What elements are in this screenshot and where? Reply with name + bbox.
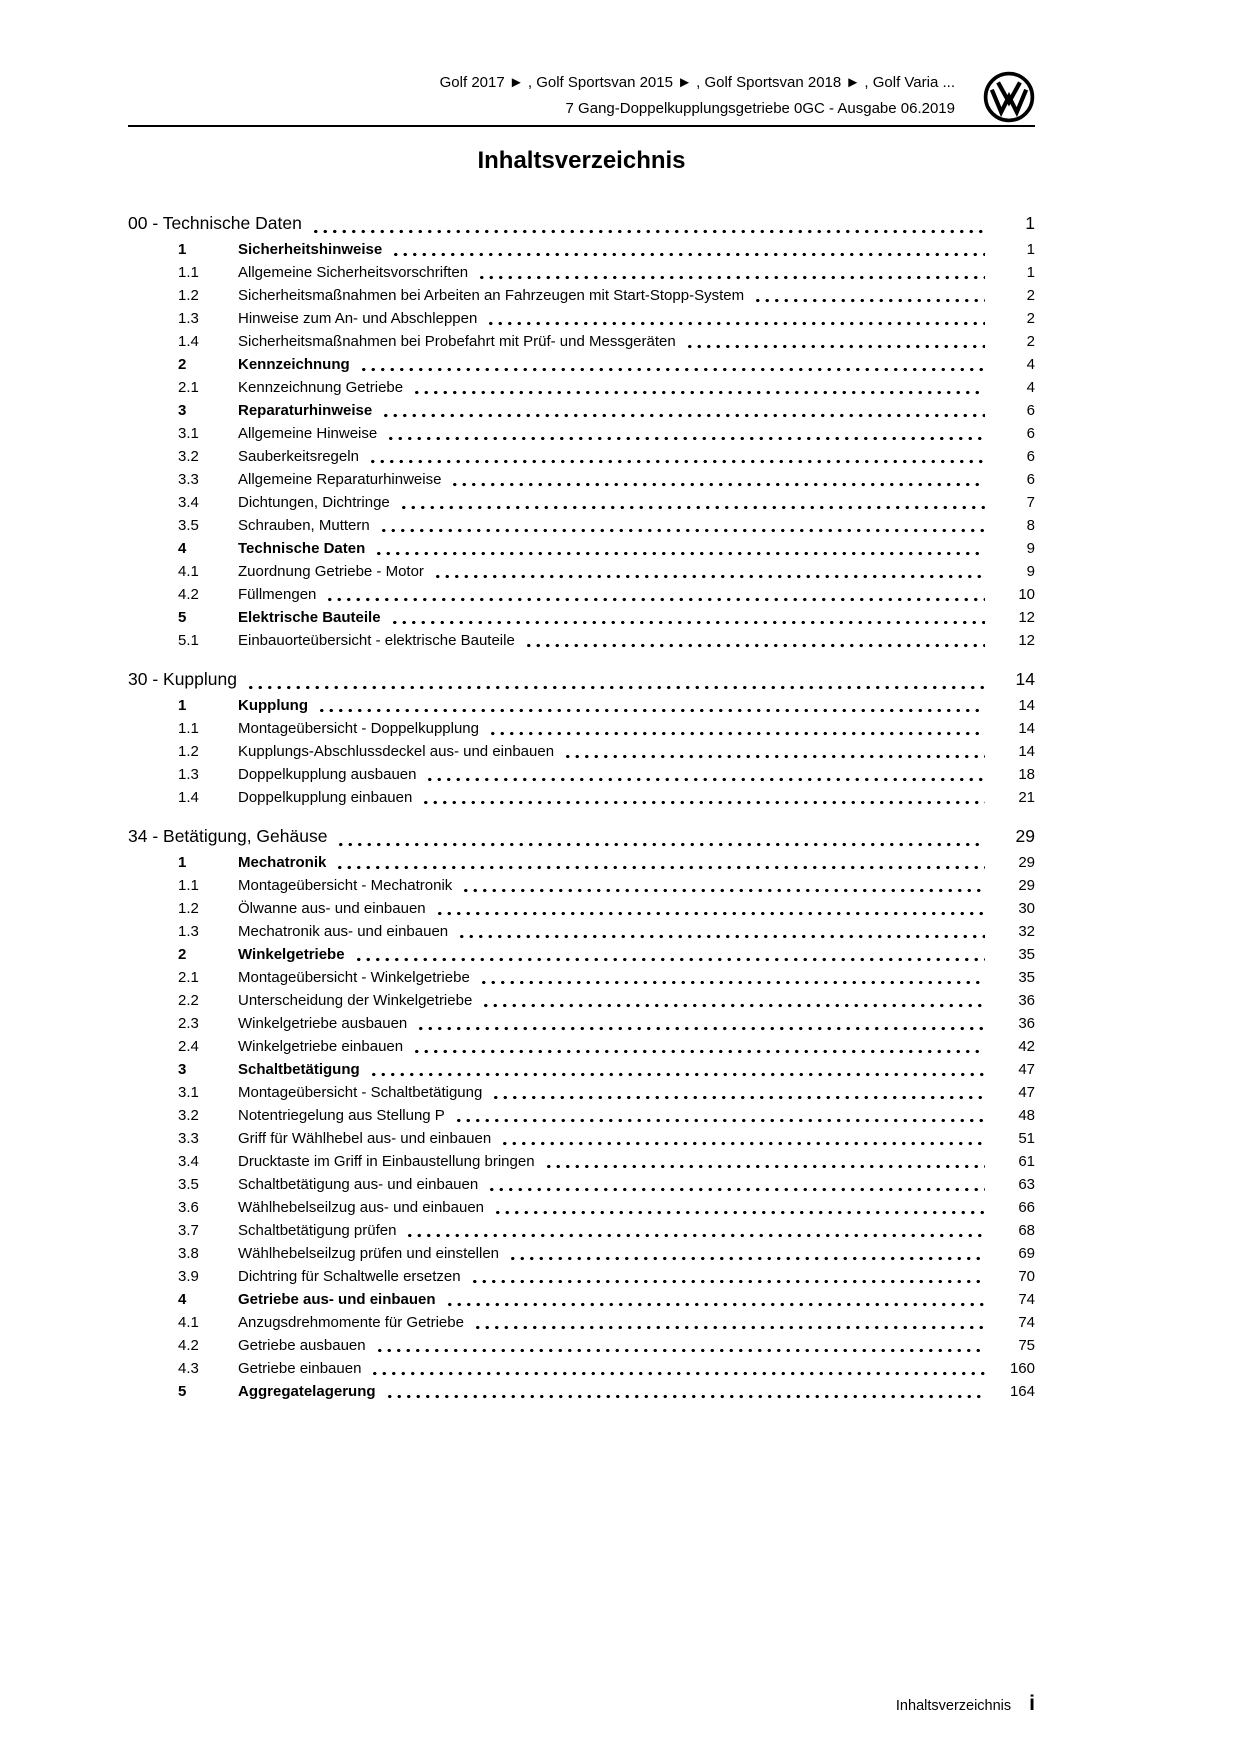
toc-entry-number: 3.4 bbox=[178, 493, 199, 511]
toc-entry bbox=[128, 261, 1035, 284]
toc-entry-page: 12 bbox=[1018, 608, 1035, 626]
page-content bbox=[128, 0, 1035, 1403]
toc-entry-page: 7 bbox=[1026, 493, 1035, 511]
toc-entry bbox=[128, 1242, 1035, 1265]
toc-entry bbox=[128, 1012, 1035, 1035]
toc-entry bbox=[128, 1104, 1035, 1127]
toc-entry-page: 2 bbox=[1026, 309, 1035, 327]
toc-leader-dots bbox=[379, 528, 985, 533]
toc-entry bbox=[128, 874, 1035, 897]
toc-entry-number: 1.4 bbox=[178, 788, 199, 806]
toc-entry bbox=[128, 422, 1035, 445]
toc-entry-label: Dichtring für Schaltwelle ersetzen bbox=[238, 1267, 461, 1285]
toc-leader-dots bbox=[354, 957, 985, 962]
toc-leader-dots bbox=[311, 229, 985, 234]
toc-entry-number: 3.6 bbox=[178, 1198, 199, 1216]
toc-leader-dots bbox=[488, 731, 985, 736]
toc-entry-number: 4 bbox=[178, 539, 187, 557]
toc-leader-dots bbox=[500, 1141, 985, 1146]
toc-entry-label: Kennzeichnung Getriebe bbox=[238, 378, 404, 396]
toc-entry-label: Getriebe einbauen bbox=[238, 1359, 362, 1377]
toc-entry bbox=[128, 284, 1035, 307]
toc-entry-number: 1.1 bbox=[178, 876, 199, 894]
toc-entry-page: 63 bbox=[1018, 1175, 1035, 1193]
page-title: Inhaltsverzeichnis bbox=[477, 146, 686, 174]
toc-entry-page: 6 bbox=[1026, 424, 1035, 442]
toc-entry bbox=[128, 1173, 1035, 1196]
toc-entry-page: 160 bbox=[1009, 1359, 1035, 1377]
toc-leader-dots bbox=[368, 459, 985, 464]
toc-entry-number: 1.3 bbox=[178, 765, 199, 783]
toc-leader-dots bbox=[435, 911, 985, 916]
toc-leader-dots bbox=[477, 275, 985, 280]
toc-leader-dots bbox=[433, 574, 985, 579]
toc-entry bbox=[128, 238, 1035, 261]
toc-entry-number: 4.2 bbox=[178, 585, 199, 603]
toc-leader-dots bbox=[450, 482, 985, 487]
toc-entry bbox=[128, 1380, 1035, 1403]
toc-entry-number: 2.4 bbox=[178, 1037, 199, 1055]
header-subtitle-line: 7 Gang-Doppelkupplungsgetriebe 0GC - Ausgabe 06.2019 bbox=[565, 99, 955, 117]
toc-entry-number: 3.5 bbox=[178, 1175, 199, 1193]
toc-leader-dots bbox=[470, 1279, 985, 1284]
toc-entry-label: Allgemeine Hinweise bbox=[238, 424, 378, 442]
toc-entry-page: 8 bbox=[1026, 516, 1035, 534]
toc-entry-page: 14 bbox=[1018, 719, 1035, 737]
toc-entry-number: 1.2 bbox=[178, 899, 199, 917]
toc-entry bbox=[128, 606, 1035, 629]
toc-entry bbox=[128, 763, 1035, 786]
toc-entry-page: 69 bbox=[1018, 1244, 1035, 1262]
toc-entry bbox=[128, 491, 1035, 514]
toc-entry-label: Doppelkupplung ausbauen bbox=[238, 765, 417, 783]
toc-entry-number: 1.2 bbox=[178, 286, 199, 304]
toc-entry-number: 1.3 bbox=[178, 309, 199, 327]
toc-entry bbox=[128, 468, 1035, 491]
toc-entry bbox=[128, 665, 1035, 694]
toc-entry-page: 47 bbox=[1018, 1083, 1035, 1101]
toc-entry-number: 3.9 bbox=[178, 1267, 199, 1285]
toc-entry-label: Sauberkeitsregeln bbox=[238, 447, 359, 465]
toc-entry-page: 30 bbox=[1018, 899, 1035, 917]
toc-entry-number: 1.1 bbox=[178, 719, 199, 737]
toc-entry bbox=[128, 1127, 1035, 1150]
toc-entry-number: 3.3 bbox=[178, 1129, 199, 1147]
toc-entry-label: Drucktaste im Griff in Einbaustellung bringen bbox=[238, 1152, 535, 1170]
toc-entry-label: Kupplung bbox=[238, 696, 308, 714]
toc-entry bbox=[128, 514, 1035, 537]
toc-entry-label: Montageübersicht - Schaltbetätigung bbox=[238, 1083, 483, 1101]
toc-leader-dots bbox=[336, 842, 985, 847]
toc-entry-label: Montageübersicht - Doppelkupplung bbox=[238, 719, 479, 737]
footer-label: Inhaltsverzeichnis bbox=[895, 1698, 1012, 1714]
toc-entry-label: Unterscheidung der Winkelgetriebe bbox=[238, 991, 473, 1009]
toc-entry-label: 00 - Technische Daten bbox=[128, 212, 302, 233]
toc-entry-page: 21 bbox=[1018, 788, 1035, 806]
footer-page-number: i bbox=[1029, 1692, 1035, 1715]
toc-entry-number: 1.1 bbox=[178, 263, 199, 281]
toc-entry-number: 3.8 bbox=[178, 1244, 199, 1262]
toc-entry-number: 1.4 bbox=[178, 332, 199, 350]
toc-entry-page: 18 bbox=[1018, 765, 1035, 783]
toc-leader-dots bbox=[405, 1233, 985, 1238]
toc-entry-page: 29 bbox=[1015, 825, 1035, 846]
toc-entry-number: 4.2 bbox=[178, 1336, 199, 1354]
toc-entry-number: 2 bbox=[178, 355, 187, 373]
toc-entry bbox=[128, 1035, 1035, 1058]
toc-leader-dots bbox=[412, 390, 985, 395]
toc-leader-dots bbox=[369, 1072, 985, 1077]
toc-entry bbox=[128, 897, 1035, 920]
toc-entry-page: 1 bbox=[1026, 240, 1035, 258]
toc-entry-label: Aggregatelagerung bbox=[238, 1382, 376, 1400]
toc-leader-dots bbox=[385, 1394, 985, 1399]
toc-entry bbox=[128, 786, 1035, 809]
toc-entry-page: 66 bbox=[1018, 1198, 1035, 1216]
toc-entry bbox=[128, 1081, 1035, 1104]
toc-entry-page: 2 bbox=[1026, 332, 1035, 350]
toc-entry bbox=[128, 376, 1035, 399]
toc-entry-label: Winkelgetriebe bbox=[238, 945, 345, 963]
toc-entry-number: 1 bbox=[178, 240, 187, 258]
toc-leader-dots bbox=[563, 754, 985, 759]
toc-leader-dots bbox=[416, 1026, 985, 1031]
toc-entry-label: Dichtungen, Dichtringe bbox=[238, 493, 390, 511]
toc-entry-label: Doppelkupplung einbauen bbox=[238, 788, 413, 806]
toc-entry-number: 1 bbox=[178, 853, 187, 871]
toc-entry-label: Elektrische Bauteile bbox=[238, 608, 381, 626]
toc-leader-dots bbox=[473, 1325, 985, 1330]
toc-leader-dots bbox=[370, 1371, 985, 1376]
toc-entry-label: Schaltbetätigung aus- und einbauen bbox=[238, 1175, 479, 1193]
toc-leader-dots bbox=[359, 367, 985, 372]
toc-entry-label: Schaltbetätigung prüfen bbox=[238, 1221, 397, 1239]
toc-entry-label: Sicherheitsmaßnahmen bei Probefahrt mit Prüf- und Messgeräten bbox=[238, 332, 676, 350]
vw-logo-icon bbox=[983, 71, 1035, 123]
toc-entry-page: 1 bbox=[1026, 263, 1035, 281]
toc-leader-dots bbox=[486, 321, 985, 326]
toc-entry-label: Anzugsdrehmomente für Getriebe bbox=[238, 1313, 464, 1331]
toc-entry-page: 2 bbox=[1026, 286, 1035, 304]
toc-leader-dots bbox=[445, 1302, 985, 1307]
toc-leader-dots bbox=[421, 800, 985, 805]
toc-entry-label: 34 - Betätigung, Gehäuse bbox=[128, 825, 328, 846]
toc-entry-page: 35 bbox=[1018, 945, 1035, 963]
toc-entry bbox=[128, 307, 1035, 330]
toc-entry-label: Füllmengen bbox=[238, 585, 317, 603]
toc-entry-page: 6 bbox=[1026, 470, 1035, 488]
toc-entry bbox=[128, 943, 1035, 966]
toc-entry-number: 1.2 bbox=[178, 742, 199, 760]
toc-entry-label: Allgemeine Reparaturhinweise bbox=[238, 470, 442, 488]
toc-entry-label: Griff für Wählhebel aus- und einbauen bbox=[238, 1129, 492, 1147]
toc-leader-dots bbox=[335, 865, 985, 870]
toc-entry-page: 6 bbox=[1026, 447, 1035, 465]
toc-entry bbox=[128, 740, 1035, 763]
toc-entry-page: 68 bbox=[1018, 1221, 1035, 1239]
toc-entry bbox=[128, 1357, 1035, 1380]
toc-entry bbox=[128, 989, 1035, 1012]
toc-entry bbox=[128, 694, 1035, 717]
toc-entry-number: 1 bbox=[178, 696, 187, 714]
toc-entry-page: 32 bbox=[1018, 922, 1035, 940]
toc-leader-dots bbox=[479, 980, 985, 985]
toc-entry-number: 3 bbox=[178, 1060, 187, 1078]
toc-entry-number: 2.1 bbox=[178, 378, 199, 396]
toc-entry-number: 2.3 bbox=[178, 1014, 199, 1032]
toc-entry-label: Getriebe ausbauen bbox=[238, 1336, 366, 1354]
toc-leader-dots bbox=[374, 551, 985, 556]
toc-leader-dots bbox=[493, 1210, 985, 1215]
toc-leader-dots bbox=[544, 1164, 985, 1169]
toc-entry-label: Kupplungs-Abschlussdeckel aus- und einbauen bbox=[238, 742, 555, 760]
toc-entry bbox=[128, 966, 1035, 989]
toc-entry-label: Reparaturhinweise bbox=[238, 401, 373, 419]
toc-entry-number: 2.2 bbox=[178, 991, 199, 1009]
toc-leader-dots bbox=[412, 1049, 985, 1054]
toc-entry-page: 1 bbox=[1025, 212, 1035, 233]
toc-entry-page: 6 bbox=[1026, 401, 1035, 419]
toc-entry-label: Schrauben, Muttern bbox=[238, 516, 370, 534]
toc-entry-label: Kennzeichnung bbox=[238, 355, 350, 373]
toc-entry bbox=[128, 1288, 1035, 1311]
toc-leader-dots bbox=[508, 1256, 985, 1261]
toc-entry-label: Ölwanne aus- und einbauen bbox=[238, 899, 426, 917]
toc-leader-dots bbox=[481, 1003, 985, 1008]
toc-entry-page: 48 bbox=[1018, 1106, 1035, 1124]
toc-leader-dots bbox=[685, 344, 985, 349]
toc-leader-dots bbox=[399, 505, 985, 510]
toc-entry-label: Technische Daten bbox=[238, 539, 366, 557]
toc-entry-number: 3.5 bbox=[178, 516, 199, 534]
toc-entry-number: 4.3 bbox=[178, 1359, 199, 1377]
toc-leader-dots bbox=[386, 436, 985, 441]
toc-entry-label: 30 - Kupplung bbox=[128, 668, 237, 689]
toc-entry bbox=[128, 822, 1035, 851]
toc-entry-page: 35 bbox=[1018, 968, 1035, 986]
toc-leader-dots bbox=[753, 298, 985, 303]
toc-entry bbox=[128, 583, 1035, 606]
toc-entry bbox=[128, 1196, 1035, 1219]
toc-entry bbox=[128, 1334, 1035, 1357]
toc-entry bbox=[128, 1150, 1035, 1173]
toc-entry-page: 9 bbox=[1026, 539, 1035, 557]
toc-entry bbox=[128, 851, 1035, 874]
toc-entry bbox=[128, 1219, 1035, 1242]
toc-entry-label: Schaltbetätigung bbox=[238, 1060, 360, 1078]
toc-entry-page: 14 bbox=[1018, 696, 1035, 714]
toc-entry-page: 75 bbox=[1018, 1336, 1035, 1354]
toc-entry-number: 4.1 bbox=[178, 1313, 199, 1331]
toc-entry-label: Getriebe aus- und einbauen bbox=[238, 1290, 436, 1308]
page-footer bbox=[896, 1692, 1035, 1716]
toc-entry-label: Sicherheitsmaßnahmen bei Arbeiten an Fahrzeugen mit Start-Stopp-System bbox=[238, 286, 745, 304]
toc-entry bbox=[128, 717, 1035, 740]
toc-entry-page: 4 bbox=[1026, 378, 1035, 396]
toc-entry-number: 5 bbox=[178, 1382, 187, 1400]
toc-entry-number: 4 bbox=[178, 1290, 187, 1308]
toc-entry-number: 5 bbox=[178, 608, 187, 626]
toc-leader-dots bbox=[317, 708, 985, 713]
toc-leader-dots bbox=[381, 413, 985, 418]
toc-entry-number: 2 bbox=[178, 945, 187, 963]
toc-leader-dots bbox=[425, 777, 985, 782]
toc-leader-dots bbox=[524, 643, 985, 648]
toc-leader-dots bbox=[390, 620, 985, 625]
toc-entry-label: Winkelgetriebe ausbauen bbox=[238, 1014, 408, 1032]
toc-entry bbox=[128, 920, 1035, 943]
toc-entry-number: 5.1 bbox=[178, 631, 199, 649]
toc-leader-dots bbox=[454, 1118, 985, 1123]
toc-entry bbox=[128, 1058, 1035, 1081]
toc-entry-label: Zuordnung Getriebe - Motor bbox=[238, 562, 424, 580]
toc-entry bbox=[128, 560, 1035, 583]
toc-entry-number: 3.2 bbox=[178, 447, 199, 465]
toc-entry-page: 10 bbox=[1018, 585, 1035, 603]
toc-entry-number: 3.7 bbox=[178, 1221, 199, 1239]
toc-entry-page: 14 bbox=[1015, 668, 1035, 689]
toc-entry-page: 47 bbox=[1018, 1060, 1035, 1078]
table-of-contents bbox=[128, 209, 1035, 1403]
toc-entry-page: 42 bbox=[1018, 1037, 1035, 1055]
toc-entry-number: 2.1 bbox=[178, 968, 199, 986]
toc-entry bbox=[128, 1265, 1035, 1288]
toc-entry-page: 74 bbox=[1018, 1290, 1035, 1308]
toc-entry-page: 29 bbox=[1018, 853, 1035, 871]
toc-entry-page: 36 bbox=[1018, 991, 1035, 1009]
toc-entry-label: Mechatronik bbox=[238, 853, 327, 871]
toc-entry-number: 3.1 bbox=[178, 424, 199, 442]
toc-entry-page: 29 bbox=[1018, 876, 1035, 894]
toc-leader-dots bbox=[487, 1187, 985, 1192]
toc-leader-dots bbox=[246, 685, 985, 690]
toc-entry-page: 12 bbox=[1018, 631, 1035, 649]
toc-entry bbox=[128, 445, 1035, 468]
toc-entry-label: Winkelgetriebe einbauen bbox=[238, 1037, 404, 1055]
toc-entry-label: Mechatronik aus- und einbauen bbox=[238, 922, 449, 940]
toc-entry-number: 3.3 bbox=[178, 470, 199, 488]
toc-entry-label: Notentriegelung aus Stellung P bbox=[238, 1106, 445, 1124]
toc-entry-label: Montageübersicht - Winkelgetriebe bbox=[238, 968, 470, 986]
header-models-line: Golf 2017 ► , Golf Sportsvan 2015 ► , Golf Sportsvan 2018 ► , Golf Varia ... bbox=[439, 74, 955, 91]
toc-leader-dots bbox=[491, 1095, 985, 1100]
toc-entry-number: 3 bbox=[178, 401, 187, 419]
toc-entry-page: 61 bbox=[1018, 1152, 1035, 1170]
toc-entry-number: 1.3 bbox=[178, 922, 199, 940]
toc-entry-label: Einbauorteübersicht - elektrische Bauteile bbox=[238, 631, 515, 649]
toc-leader-dots bbox=[391, 252, 985, 257]
toc-entry-page: 4 bbox=[1026, 355, 1035, 373]
toc-entry-page: 74 bbox=[1018, 1313, 1035, 1331]
toc-entry-page: 51 bbox=[1018, 1129, 1035, 1147]
header-text bbox=[440, 70, 955, 125]
toc-entry bbox=[128, 1311, 1035, 1334]
toc-entry-label: Sicherheitshinweise bbox=[238, 240, 383, 258]
toc-entry-label: Hinweise zum An- und Abschleppen bbox=[238, 309, 478, 327]
toc-entry bbox=[128, 629, 1035, 652]
toc-entry-page: 14 bbox=[1018, 742, 1035, 760]
toc-entry-label: Wählhebelseilzug prüfen und einstellen bbox=[238, 1244, 500, 1262]
toc-entry-page: 36 bbox=[1018, 1014, 1035, 1032]
toc-entry bbox=[128, 399, 1035, 422]
toc-entry-label: Wählhebelseilzug aus- und einbauen bbox=[238, 1198, 485, 1216]
toc-entry bbox=[128, 353, 1035, 376]
toc-leader-dots bbox=[457, 934, 985, 939]
header-rule bbox=[128, 125, 1035, 127]
toc-entry-page: 70 bbox=[1018, 1267, 1035, 1285]
toc-entry-number: 3.2 bbox=[178, 1106, 199, 1124]
toc-leader-dots bbox=[325, 597, 985, 602]
toc-entry bbox=[128, 330, 1035, 353]
page-header bbox=[128, 0, 1035, 125]
toc-entry-label: Allgemeine Sicherheitsvorschriften bbox=[238, 263, 469, 281]
toc-entry-page: 164 bbox=[1009, 1382, 1035, 1400]
toc-entry-number: 4.1 bbox=[178, 562, 199, 580]
toc-leader-dots bbox=[461, 888, 985, 893]
toc-entry bbox=[128, 537, 1035, 560]
toc-entry-page: 9 bbox=[1026, 562, 1035, 580]
toc-leader-dots bbox=[375, 1348, 985, 1353]
toc-entry bbox=[128, 209, 1035, 238]
toc-entry-label: Montageübersicht - Mechatronik bbox=[238, 876, 453, 894]
toc-entry-number: 3.4 bbox=[178, 1152, 199, 1170]
toc-entry-number: 3.1 bbox=[178, 1083, 199, 1101]
